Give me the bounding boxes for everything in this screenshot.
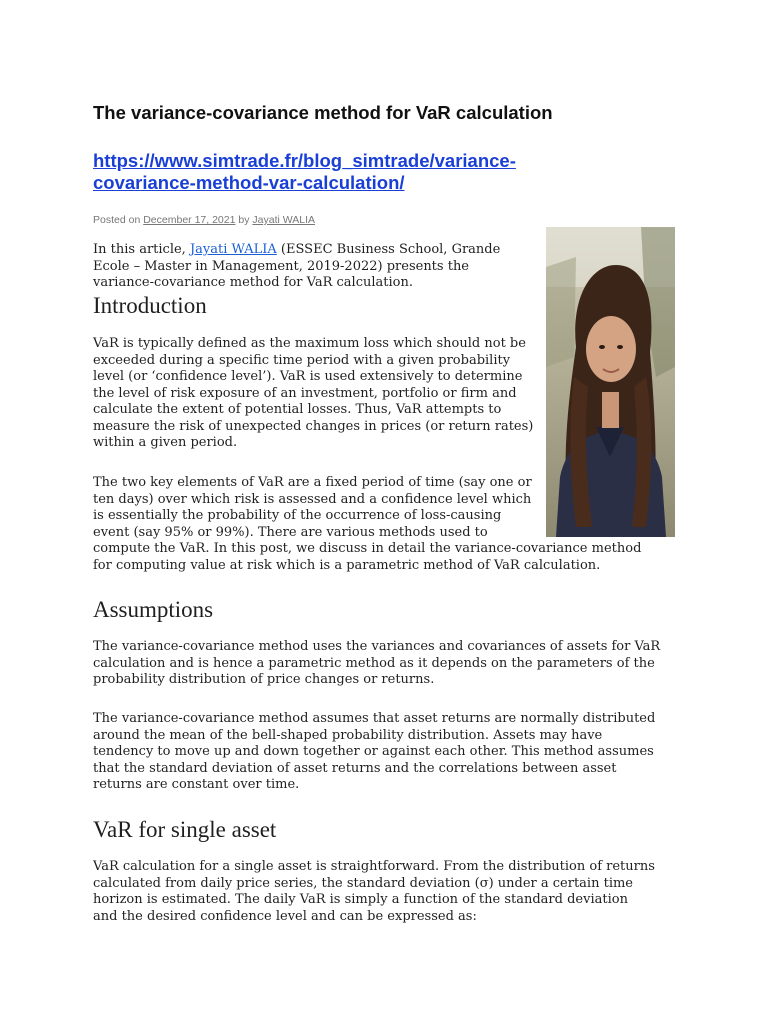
text-line: calculate the extent of potential losses. Thus, VaR attempts to [93, 402, 502, 417]
post-date-link[interactable]: December 17, 2021 [143, 214, 236, 226]
intro-text-start: In this article, [93, 242, 186, 257]
text-line: exceeded during a specific time period with a given probability [93, 352, 511, 368]
posted-on-label: Posted on [93, 214, 141, 226]
article-url-line1: https://www.simtrade.fr/blog_simtrade/variance- [93, 150, 516, 171]
text-line: probability distribution of price changes or returns. [93, 672, 435, 687]
by-label: by [238, 214, 250, 226]
text-line: for computing value at risk which is a parametric method of VaR calculation. [93, 557, 601, 573]
article-title: The variance-covariance method for VaR calculation [93, 102, 553, 123]
text-line: ten days) over which risk is assessed and a confidence level which [93, 491, 532, 507]
heading-assumptions: Assumptions [93, 597, 214, 622]
intro-paragraph [93, 242, 500, 292]
text-line: VaR calculation for a single asset is straightforward. From the distribution of returns [93, 859, 655, 874]
text-line: that the standard deviation of asset returns and the correlations between asset [93, 760, 617, 776]
assumptions-paragraph-2 [93, 711, 655, 794]
article-url-line2: covariance-method-var-calculation/ [93, 172, 405, 193]
text-line: The variance-covariance method uses the variances and covariances of assets for VaR [93, 639, 661, 654]
text-line: horizon is estimated. The daily VaR is simply a function of the standard deviation [93, 892, 628, 907]
intro-text-line2: Ecole – Master in Management, 2019-2022) presents the [93, 258, 470, 274]
text-line: the level of risk exposure of an investment, portfolio or firm and [93, 385, 517, 401]
author-link[interactable]: Jayati WALIA [252, 214, 316, 226]
text-line: returns are constant over time. [93, 777, 300, 792]
text-line: VaR is typically defined as the maximum loss which should not be [93, 336, 526, 351]
text-line: The variance-covariance method assumes that asset returns are normally distributed [93, 711, 656, 726]
heading-introduction: Introduction [93, 293, 207, 318]
introduction-paragraph-1 [93, 336, 533, 452]
text-line: within a given period. [93, 435, 238, 450]
text-line: The two key elements of VaR are a fixed period of time (say one or [93, 475, 532, 490]
intro-author-link[interactable]: Jayati WALIA [189, 242, 277, 257]
intro-text-line1-rest: (ESSEC Business School, Grande [276, 242, 501, 257]
text-line: measure the risk of unexpected changes in prices (or return rates) [93, 418, 534, 434]
post-meta [93, 214, 315, 226]
heading-var-single-asset: VaR for single asset [93, 817, 277, 842]
text-line: and the desired confidence level and can be expressed as: [93, 908, 477, 924]
article-url-link[interactable] [93, 150, 613, 194]
text-line: level (or ‘confidence level’). VaR is used extensively to determine [93, 369, 523, 384]
text-line: around the mean of the bell-shaped probability distribution. Assets may have [93, 727, 603, 743]
introduction-paragraph-2 [93, 475, 641, 574]
text-line: calculation and is hence a parametric method as it depends on the parameters of the [93, 655, 655, 671]
text-line: is essentially the probability of the occurrence of loss-causing [93, 508, 502, 523]
intro-text-line3: variance-covariance method for VaR calculation. [93, 275, 413, 290]
text-line: compute the VaR. In this post, we discuss in detail the variance-covariance method [93, 541, 642, 556]
single-asset-paragraph [93, 859, 655, 925]
assumptions-paragraph-1 [93, 639, 660, 689]
text-line: calculated from daily price series, the standard deviation (σ) under a certain time [93, 875, 633, 891]
text-line: tendency to move up and down together or against each other. This method assumes [93, 744, 654, 759]
text-line: event (say 95% or 99%). There are various methods used to [93, 524, 488, 540]
